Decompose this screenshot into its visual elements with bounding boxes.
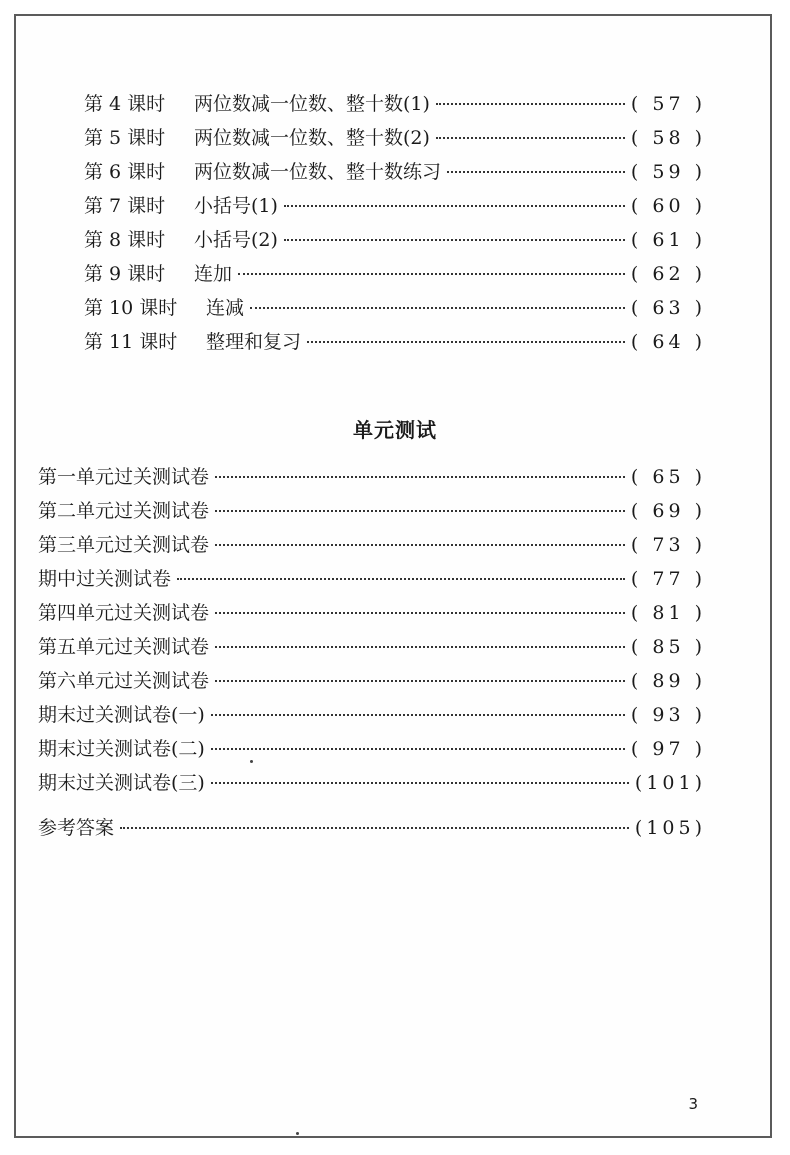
entry-page: (101)	[634, 772, 706, 794]
dot-leader	[284, 239, 625, 241]
toc-entry-lesson-7[interactable]	[84, 194, 706, 218]
toc-entry-test-midterm[interactable]	[38, 567, 706, 591]
entry-title: 两位数减一位数、整十数(1)	[194, 93, 430, 115]
dot-leader	[284, 205, 625, 207]
toc-entry-lesson-6[interactable]	[84, 160, 706, 184]
lesson-number: 第 7 课时	[84, 195, 166, 217]
entry-title: 期中过关测试卷	[38, 568, 172, 590]
entry-title: 期末过关测试卷(二)	[38, 738, 205, 760]
toc-entry-lesson-5[interactable]	[84, 126, 706, 150]
toc-entry-lesson-11[interactable]	[84, 330, 706, 354]
lesson-number: 第 9 课时	[84, 263, 166, 285]
lesson-number: 第 6 课时	[84, 161, 166, 183]
entry-page: ( 59 )	[630, 161, 706, 183]
entry-page: ( 97 )	[630, 738, 706, 760]
lesson-number: 第 8 课时	[84, 229, 166, 251]
dot-leader	[215, 544, 625, 546]
entry-page: ( 61 )	[630, 229, 706, 251]
dot-leader	[211, 782, 629, 784]
page-number: 3	[688, 1095, 698, 1113]
lesson-number: 第 4 课时	[84, 93, 166, 115]
lesson-number: 第 5 课时	[84, 127, 166, 149]
entry-page: ( 93 )	[630, 704, 706, 726]
entry-title: 参考答案	[38, 817, 115, 839]
entry-page: ( 64 )	[630, 331, 706, 353]
dot-leader	[238, 273, 625, 275]
lesson-number: 第 11 课时	[84, 331, 178, 353]
entry-page: ( 69 )	[630, 500, 706, 522]
entry-page: (105)	[634, 817, 706, 839]
toc-entry-lesson-4[interactable]	[84, 92, 706, 116]
dot-leader	[215, 680, 625, 682]
entry-page: ( 89 )	[630, 670, 706, 692]
entry-title: 期末过关测试卷(三)	[38, 772, 205, 794]
toc-entry-test-final-2[interactable]	[38, 737, 706, 761]
dot-leader	[215, 612, 625, 614]
toc-entry-test-final-1[interactable]	[38, 703, 706, 727]
entry-title: 两位数减一位数、整十数(2)	[194, 127, 430, 149]
entry-title: 第五单元过关测试卷	[38, 636, 210, 658]
toc-entry-lesson-9[interactable]	[84, 262, 706, 286]
dot-leader	[215, 646, 625, 648]
entry-title: 第六单元过关测试卷	[38, 670, 210, 692]
toc-entry-test-final-3[interactable]	[38, 771, 706, 795]
entry-title: 期末过关测试卷(一)	[38, 704, 205, 726]
entry-title: 连加	[194, 263, 233, 285]
toc-entry-test-unit-4[interactable]	[38, 601, 706, 625]
entry-title: 第一单元过关测试卷	[38, 466, 210, 488]
entry-page: ( 77 )	[630, 568, 706, 590]
dot-leader	[215, 476, 625, 478]
entry-page: ( 73 )	[630, 534, 706, 556]
entry-title: 第二单元过关测试卷	[38, 500, 210, 522]
toc-entry-answers[interactable]	[38, 816, 706, 840]
entry-title: 整理和复习	[206, 331, 302, 353]
entry-page: ( 65 )	[630, 466, 706, 488]
dot-leader	[211, 748, 625, 750]
entry-title: 第四单元过关测试卷	[38, 602, 210, 624]
section-heading: 单元测试	[353, 418, 437, 442]
entry-title: 连减	[206, 297, 245, 319]
entry-title: 两位数减一位数、整十数练习	[194, 161, 442, 183]
entry-page: ( 57 )	[630, 93, 706, 115]
toc-entry-test-unit-3[interactable]	[38, 533, 706, 557]
dot-leader	[177, 578, 625, 580]
toc-entry-test-unit-1[interactable]	[38, 465, 706, 489]
entry-page: ( 60 )	[630, 195, 706, 217]
dot-leader	[215, 510, 625, 512]
entry-title: 第三单元过关测试卷	[38, 534, 210, 556]
toc-entry-lesson-8[interactable]	[84, 228, 706, 252]
dot-leader	[436, 137, 625, 139]
toc-entry-test-unit-6[interactable]	[38, 669, 706, 693]
entry-page: ( 58 )	[630, 127, 706, 149]
toc-entry-lesson-10[interactable]	[84, 296, 706, 320]
dot-leader	[250, 307, 625, 309]
dot-leader	[447, 171, 625, 173]
scan-speck	[250, 760, 253, 763]
dot-leader	[120, 827, 629, 829]
lesson-number: 第 10 课时	[84, 297, 178, 319]
entry-page: ( 63 )	[630, 297, 706, 319]
entry-page: ( 85 )	[630, 636, 706, 658]
entry-page: ( 81 )	[630, 602, 706, 624]
toc-entry-test-unit-2[interactable]	[38, 499, 706, 523]
dot-leader	[436, 103, 625, 105]
entry-title: 小括号(2)	[194, 229, 278, 251]
toc-entry-test-unit-5[interactable]	[38, 635, 706, 659]
dot-leader	[211, 714, 625, 716]
dot-leader	[307, 341, 625, 343]
entry-title: 小括号(1)	[194, 195, 278, 217]
entry-page: ( 62 )	[630, 263, 706, 285]
scan-speck	[296, 1132, 299, 1135]
